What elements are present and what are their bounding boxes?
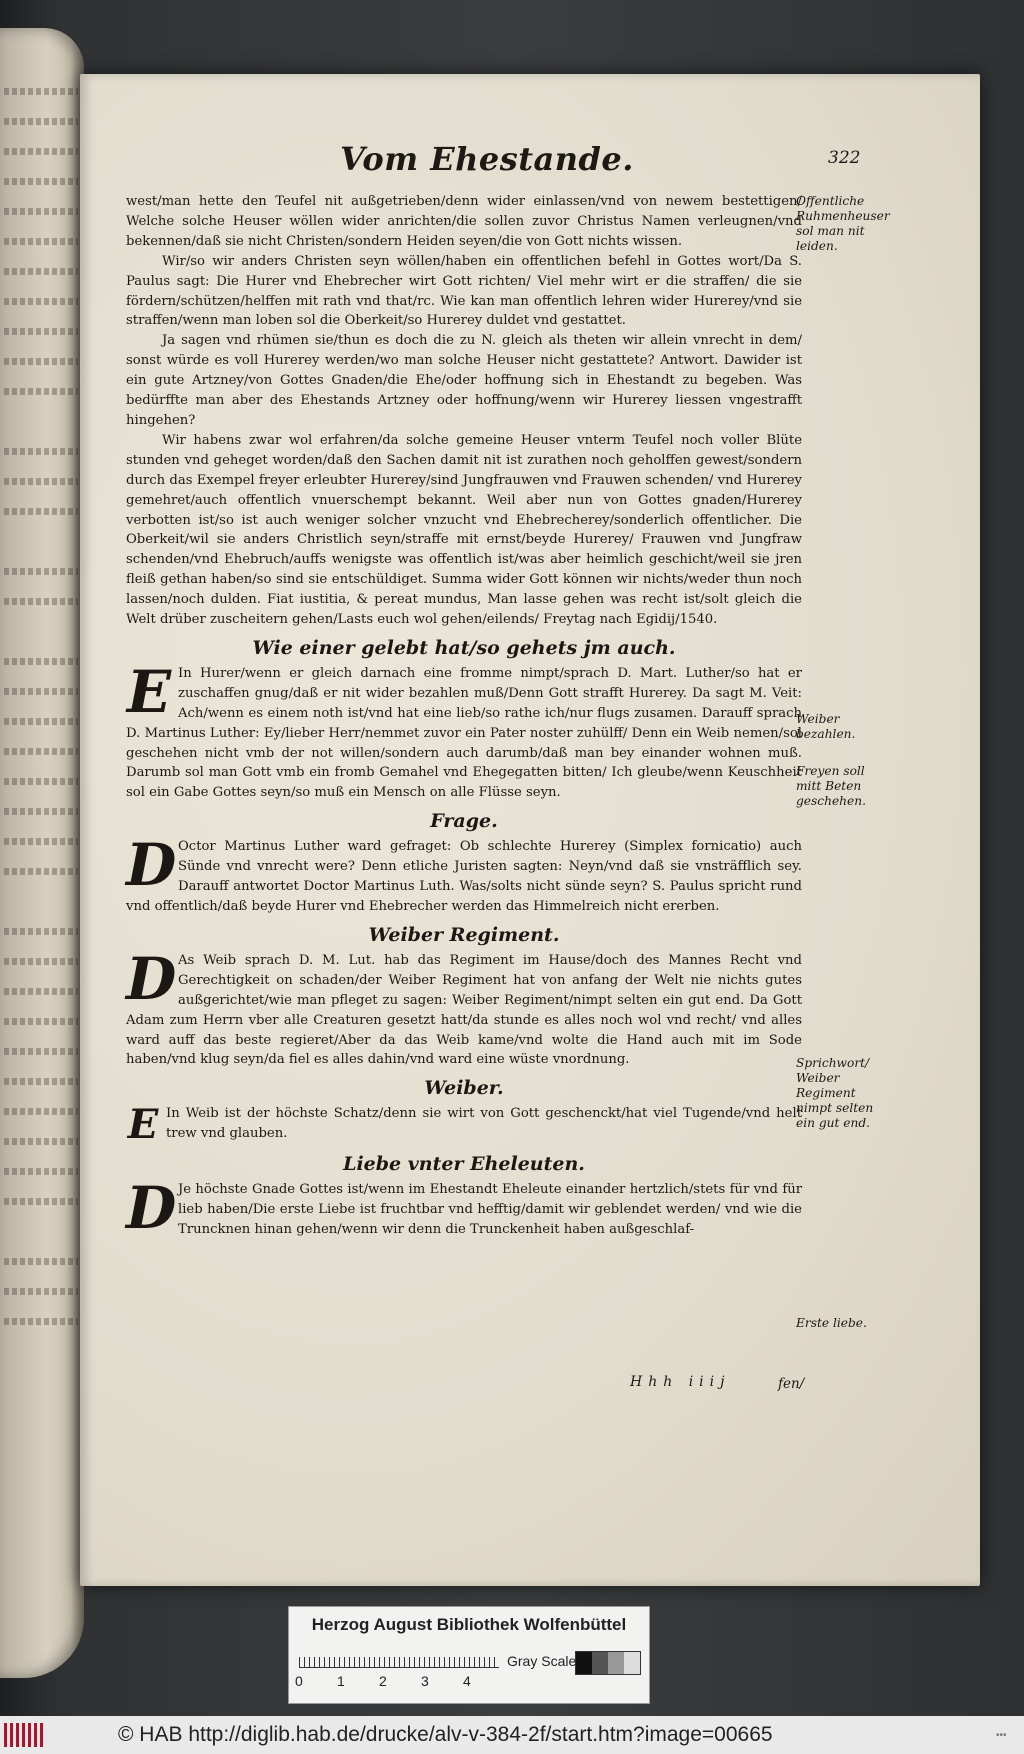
paragraph: In Hurer/wenn er gleich darnach eine fromme nimpt/sprach D. Mart. Luther/so hat er zuschaffen gnug/daß er nit wider bezahlen muß/Denn Gott strafft Hurerey. Da sagt M. Veit: Ach/wenn es einem noth ist/vnd hat eine lieb/so rathe ich/nur flugs zusamen. Darauff sprach D. Martinus Luther: Ey/lieber Herr/nemmet zuvor ein Pater noster zuhülff/ Denn ein Weib nemen/sol geschehen nicht vmb der not willen/sondern auch darumb/daß man bey einander wohnen muß. Darumb sol man Gott vmb ein fromb Gemahel vnd Ehegegatten bitten/ Ich gleube/wenn Keuschheit sol ein Gabe Gottes seyn/so muß ein Mensch on alle Flüsse seyn.: [126, 665, 802, 801]
ghost-text-line: [4, 148, 78, 155]
ruler-label: 4: [463, 1673, 471, 1689]
ghost-text-line: [4, 358, 78, 365]
decorated-initial: E: [127, 1101, 159, 1149]
ghost-text-line: [4, 1138, 78, 1145]
footer-url[interactable]: © HAB http://diglib.hab.de/drucke/alv-v-384-2f/start.htm?image=00665: [118, 1723, 773, 1746]
color-calibration-card: [288, 1606, 650, 1704]
ghost-text-line: [4, 1168, 78, 1175]
ghost-text-line: [4, 1318, 78, 1325]
ghost-text-line: [4, 928, 78, 935]
ruler-label: 3: [421, 1673, 429, 1689]
previous-page-edge: [0, 28, 84, 1678]
ghost-text-line: [4, 1108, 78, 1115]
paragraph: Ja sagen vnd rhümen sie/thun es doch die zu N. gleich als theten wir allein vnrecht in dem/ sonst würde es voll Hurerey werden/wo man solche Heuser nicht gestattete? Antwort. Dawider ist ein gute Artzney/von Gottes Gnaden/die Ehe/oder hoffnung sich in Ehestandt zu begeben. Was bedürffte man aber des Ehestands Artzney oder hoffnung/wenn wir Hurerey liessen vngestrafft hingehen?: [126, 333, 802, 428]
ghost-text-line: [4, 1078, 78, 1085]
section-intro: [126, 192, 802, 630]
section-heading: Wie einer gelebt hat/so gehets jm auch.: [252, 636, 676, 659]
paragraph: west/man hette den Teufel nit außgetrieben/denn wider einlassen/vnd von newem bestettigen/ Welche solche Heuser wöllen wider anrichten/die sollen zuvor Christus Namen verleugnen/vnd bekennen/daß sie nicht Christen/sondern Heiden seyen/die von Gott nichts wissen.: [126, 194, 802, 249]
running-head: Vom Ehestande.: [340, 140, 634, 178]
margin-note: Freyen soll mitt Beten geschehen.: [796, 764, 866, 808]
ghost-text-line: [4, 268, 78, 275]
section-heading: Liebe vnter Eheleuten.: [343, 1153, 585, 1176]
ghost-text-line: [4, 778, 78, 785]
ghost-text-line: [4, 1288, 78, 1295]
gray-scale-label: Gray Scale: [507, 1653, 577, 1669]
section-weiber-regiment: [126, 921, 802, 1070]
gray-swatch: [592, 1652, 608, 1674]
ghost-text-line: [4, 508, 78, 515]
paragraph: As Weib sprach D. M. Lut. hab das Regiment im Hause/doch des Mannes Recht vnd Gerechtigkeit on schaden/der Weiber Regiment hat von anfang der Welt nie nichts gutes außgerichtet/wie man pfleget zu sagen: Weiber Regiment/nimpt selten ein gut end. Da Gott Adam zum Herrn vber alle Creaturen gesetzt hatt/da stunde es alles noch wol vnd recht/ vnd alles ward auff das beste regieret/Aber da das Weib kame/vnd wolte die Hand auch mit im Sode haben/vnd klug seyn/da fiel es alles dahin/vnd ward eine wüste vnordnung.: [126, 952, 802, 1068]
decorated-initial: D: [126, 944, 177, 1013]
ghost-text-line: [4, 1018, 78, 1025]
paragraph: Je höchste Gnade Gottes ist/wenn im Ehestandt Eheleute einander hertzlich/stets für vnd für lieb haben/Die erste Liebe ist fruchtbar vnd hefftig/damit wir geblendet werden/ vnd wie die Truncknen hinan gehen/wenn wir denn die Trunckenheit haben außgeschlaf-: [178, 1182, 802, 1238]
paragraph: Wir/so wir anders Christen seyn wöllen/haben ein offentlichen befehl in Gottes wort/Da S. Paulus sagt: Die Hurer vnd Ehebrecher wirt Gott richten/ Viel mehr wirt er die straffen/ die sie fördern/schützen/helffen mit rath vnd that/rc. Wie kan man offentlich lehren wider Hurerey/vnd sie straffen/wenn man loben sol die Oberkeit/so Hurerey duldet vnd gestattet.: [126, 253, 802, 329]
page-number: 322: [828, 148, 861, 168]
section-heading: Frage.: [430, 810, 498, 833]
section-heading: Weiber.: [424, 1077, 504, 1100]
ghost-text-line: [4, 88, 78, 95]
ghost-text-line: [4, 328, 78, 335]
margin-note: Sprichwort/ Weiber Regiment nimpt selten ein gut end.: [796, 1056, 874, 1130]
main-text: [126, 192, 802, 1243]
hab-logo-icon: [4, 1723, 46, 1747]
ghost-text-line: [4, 748, 78, 755]
catchword: fen/: [778, 1376, 805, 1392]
gray-swatch: [576, 1652, 592, 1674]
ruler-label: 1: [337, 1673, 345, 1689]
ghost-text-line: [4, 988, 78, 995]
section-heading: Weiber Regiment.: [368, 923, 560, 946]
ghost-text-line: [4, 868, 78, 875]
gray-swatch: [624, 1652, 640, 1674]
margin-note: Weiber bezahlen.: [796, 712, 856, 741]
library-name: Herzog August Bibliothek Wolfenbüttel: [311, 1615, 627, 1634]
ghost-text-line: [4, 688, 78, 695]
section-frage: [126, 807, 802, 917]
signature-mark: Hhh iiij: [630, 1374, 731, 1390]
paragraph: In Weib ist der höchste Schatz/denn sie wirt von Gott geschenckt/hat viel Tugende/vnd helt trew vnd glauben.: [166, 1106, 802, 1142]
ghost-text-line: [4, 208, 78, 215]
scale-ruler: [299, 1645, 499, 1668]
ghost-text-line: [4, 1198, 78, 1205]
ghost-text-line: [4, 598, 78, 605]
ghost-text-line: [4, 958, 78, 965]
ghost-text-line: [4, 118, 78, 125]
section-weiber: [126, 1074, 802, 1149]
ghost-text-line: [4, 838, 78, 845]
ghost-text-line: [4, 298, 78, 305]
ghost-text-line: [4, 718, 78, 725]
ghost-text-line: [4, 448, 78, 455]
section-liebe-vnter-eheleuten: [126, 1150, 802, 1243]
ghost-text-line: [4, 808, 78, 815]
ghost-text-line: [4, 1048, 78, 1055]
margin-note: Offentliche Ruhmenheuser sol man nit leiden.: [796, 194, 890, 253]
paragraph: Wir habens zwar wol erfahren/da solche gemeine Heuser vnterm Teufel noch voller Blüte stunden vnd geheget worden/daß den Sachen damit nit ist zurathen noch geholffen gewest/sondern durch das Exempel freyer erleubter Hurerey/sind Jungfrauwen vnd Frauwen schenden/ vnd Hurerey gemehret/auch offentlich vnuerschempt bekannt. Weil aber nun von Gottes gnaden/Hurerey verbotten ist/so ist auch weniger solcher vnzucht vnd Ehebrecherey/sonderlich offentlicher. Die Oberkeit/wil sie anders Christlich seyn/straffe mit ernst/beyde Hurerey/ Frauwen vnd Jungfraw schenden/vnd Ehebruch/auffs wenigste was offentlich ist/was aber heimlich geschicht/weil sie jren fleiß gethan haben/so sind sie entschüldiget. Summa wider Gott können wir nichts/weder thun noch lassen/noch dulden. Fiat iustitia, & pereat mundus, Man lasse gehen was recht ist/solt gleich die Welt drüber zuscheitern gehen/Lasts euch wol gehen/eilends/ Freytag nach Egidij/1540.: [126, 432, 802, 628]
decorated-initial: D: [126, 831, 177, 900]
ghost-text-line: [4, 478, 78, 485]
ghost-text-line: [4, 238, 78, 245]
footer-bar: [0, 1716, 1024, 1754]
ruler-label: 0: [295, 1673, 303, 1689]
decorated-initial: E: [126, 657, 172, 726]
ghost-text-line: [4, 388, 78, 395]
decorated-initial: D: [126, 1174, 177, 1243]
gray-scale-swatches: [575, 1651, 641, 1675]
margin-note: Erste liebe.: [796, 1316, 867, 1330]
ghost-text-line: [4, 658, 78, 665]
section-wie-einer-gelebt: [126, 634, 802, 803]
paragraph: Octor Martinus Luther ward gefraget: Ob schlechte Hurerey (Simplex fornicatio) auch Sünde vnd vnrecht were? Denn etliche Juristen sagten: Neyn/vnd daß sie vnsträfflich sey. Darauff antwortet Doctor Martinus Luth. Was/solts nicht sünde seyn? S. Paulus spricht rund vnd offentlich/daß beyde Hurer vnd Ehebrecher werden das Himmelreich nicht ererben.: [126, 839, 802, 914]
ruler-label: 2: [379, 1673, 387, 1689]
ghost-text-line: [4, 178, 78, 185]
ghost-text-line: [4, 1258, 78, 1265]
footer-dots-icon: •••: [996, 1730, 1007, 1741]
gray-swatch: [608, 1652, 624, 1674]
ghost-text-line: [4, 568, 78, 575]
